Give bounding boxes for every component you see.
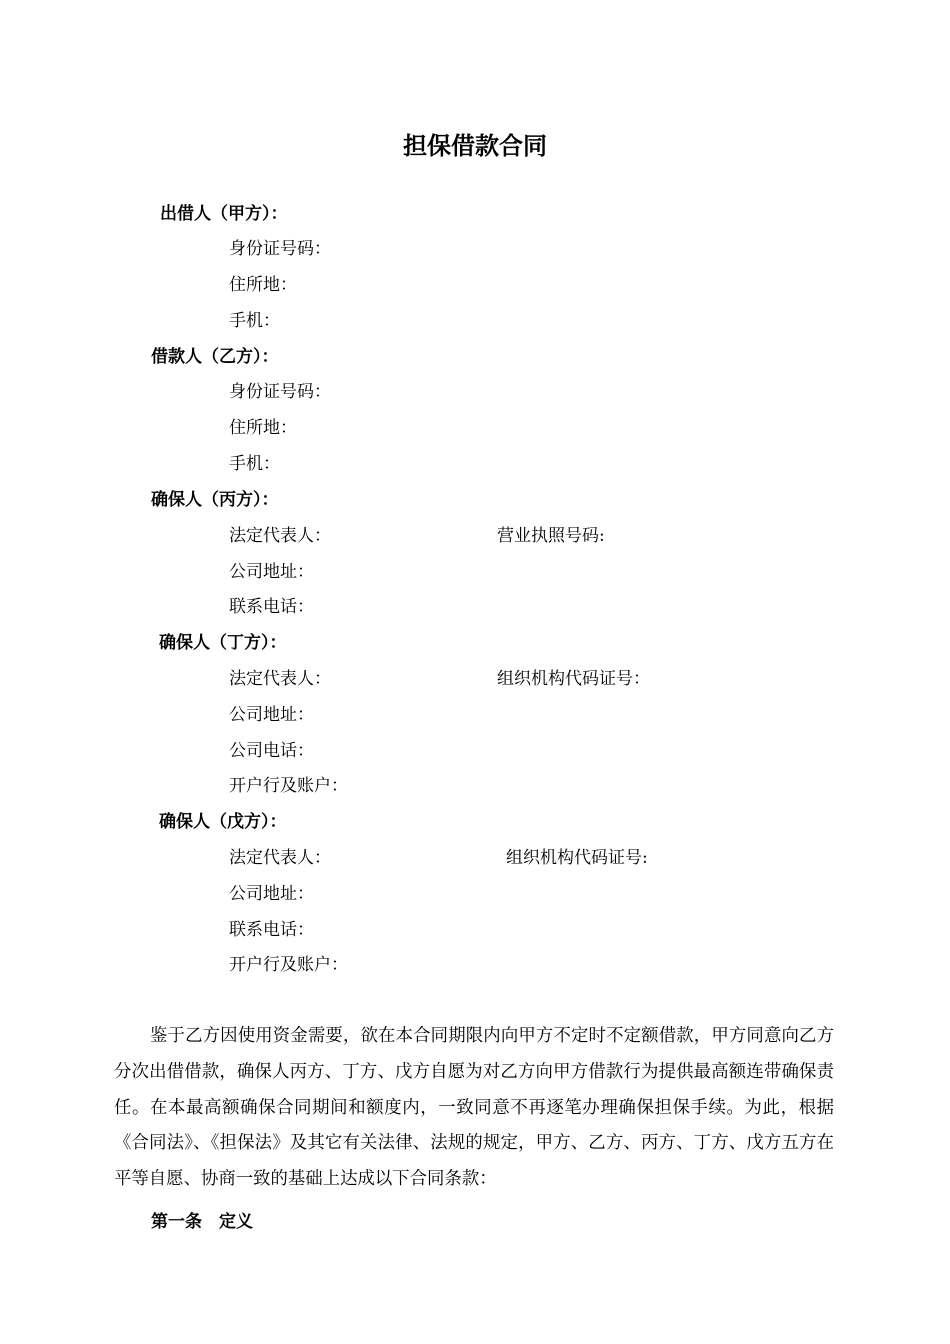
party-a-heading: 出借人（甲方）： [160,204,288,224]
party-c-contact-phone-label: 联系电话： [229,597,314,617]
article-one-heading: 第一条 定义 [151,1212,253,1232]
party-e-company-address-label: 公司地址： [229,884,314,904]
party-c-business-license-label: 营业执照号码: [497,526,605,546]
party-b-address-label: 住所地： [229,418,297,438]
preamble-paragraph: 鉴于乙方因使用资金需要，欲在本合同期限内向甲方不定时不定额借款，甲方同意向乙方分次出借借款，确保人丙方、丁方、戊方自愿为对乙方向甲方借款行为提供最高额连带确保责任。在本最高额确保合同期间和额度内，一致同意不再逐笔办理确保担保手续。为此，根据《合同法》、《担保法》及其它有关法律、法规的规定，甲方、乙方、丙方、丁方、戊方五方在平等自愿、协商一致的基础上达成以下合同条款： [114,1026,834,1190]
party-c-legal-representative-label: 法定代表人： [229,526,331,546]
party-a-phone-label: 手机： [229,311,280,331]
party-b-phone-label: 手机： [229,454,280,474]
party-e-legal-representative-label: 法定代表人： [229,848,331,868]
party-e-contact-phone-label: 联系电话： [229,920,314,940]
party-a-id-number-label: 身份证号码： [229,239,331,259]
party-c-company-address-label: 公司地址： [229,562,314,582]
party-d-legal-representative-label: 法定代表人： [229,669,331,689]
party-d-heading: 确保人（丁方）： [159,633,287,653]
document-title: 担保借款合同 [403,132,547,160]
party-d-org-code-label: 组织机构代码证号： [497,669,650,689]
party-d-company-phone-label: 公司电话： [229,741,314,761]
party-b-id-number-label: 身份证号码： [229,382,331,402]
party-d-bank-account-label: 开户行及账户： [229,776,348,796]
party-e-heading: 确保人（戊方）： [159,812,287,832]
party-e-bank-account-label: 开户行及账户： [229,955,348,975]
party-e-org-code-label: 组织机构代码证号: [506,848,648,868]
party-b-heading: 借款人（乙方）： [151,347,279,367]
party-c-heading: 确保人（丙方）： [151,490,279,510]
party-a-address-label: 住所地： [229,275,297,295]
party-d-company-address-label: 公司地址： [229,705,314,725]
